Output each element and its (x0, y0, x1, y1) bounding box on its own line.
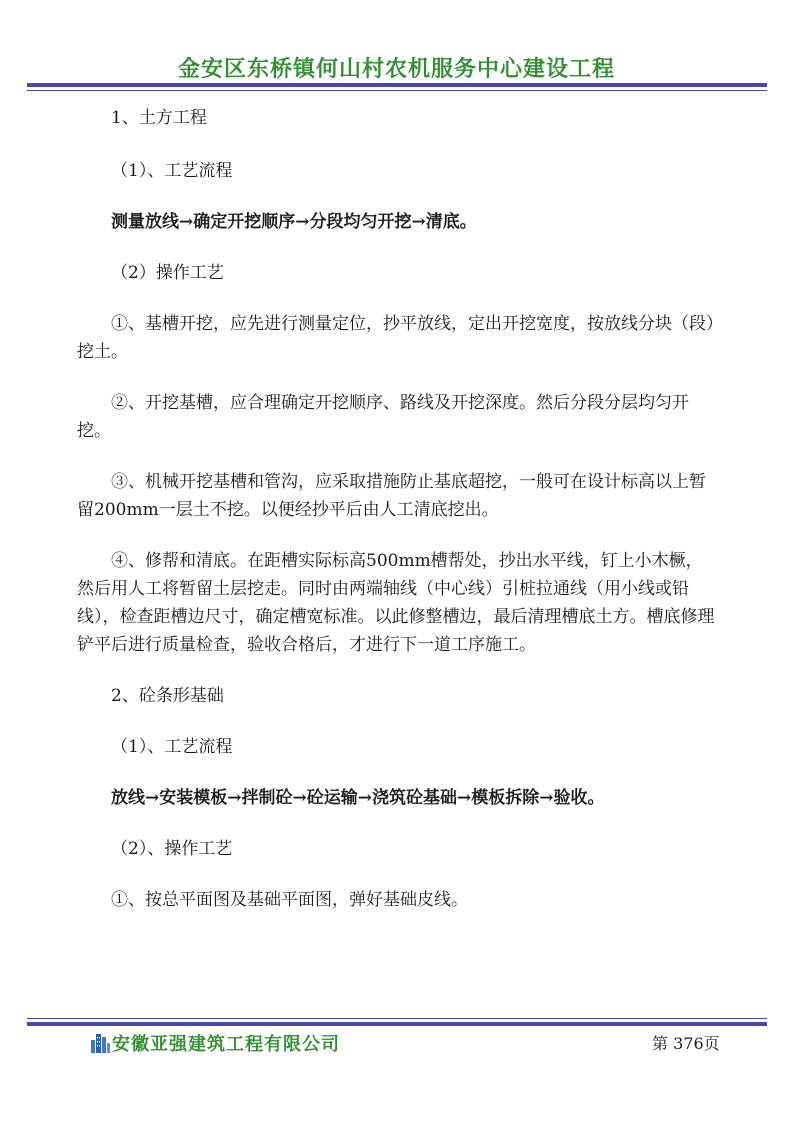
footer-rule-thin (27, 1018, 767, 1019)
paragraph-step-2: ②、开挖基槽，应合理确定开挖顺序、路线及开挖深度。然后分段分层均匀开挖。 (77, 393, 689, 441)
paragraph-step-3: ③、机械开挖基槽和管沟，应采取措施防止基底超挖，一般可在设计标高以上暂留200mm一层土不挖。以便经抄平后由人工清底挖出。 (77, 472, 706, 520)
document-title: 金安区东桥镇何山村农机服务中心建设工程 (177, 57, 615, 82)
subheading-operation-2: （2）、操作工艺 (111, 839, 233, 859)
page-number: 第 376页 (652, 1034, 720, 1053)
section-heading-earthwork: 1、土方工程 (111, 108, 207, 128)
section-heading-foundation: 2、砼条形基础 (111, 686, 224, 706)
footer-company-name: 安徽亚强建筑工程有限公司 (112, 1034, 340, 1055)
building-logo-icon (90, 1031, 110, 1053)
header-rule-thin (27, 90, 767, 91)
document-body (77, 104, 717, 914)
footer-rule-thick (27, 1022, 767, 1026)
process-flow-earthwork: 测量放线→确定开挖顺序→分段均匀开挖→清底。 (111, 212, 477, 232)
subheading-process-flow-2: （1）、工艺流程 (111, 737, 233, 757)
paragraph-step-4: ④、修帮和清底。在距槽实际标高500mm槽帮处，抄出水平线，钉上小木橛，然后用人工将暂留土层挖走。同时由两端轴线（中心线）引桩拉通线（用小线或铅线），检查距槽边尺寸，确定槽宽标准。以此修整槽边，最后清理槽底土方。槽底修理铲平后进行质量检查，验收合格后，才进行下一道工序施工。 (77, 551, 715, 655)
paragraph-step-1: ①、基槽开挖，应先进行测量定位，抄平放线，定出开挖宽度，按放线分块（段）挖土。 (77, 314, 715, 362)
header-rule-thick (27, 83, 767, 87)
process-flow-foundation: 放线→安装模板→拌制砼→砼运输→浇筑砼基础→模板拆除→验收。 (111, 788, 605, 808)
paragraph-foundation-step-1: ①、按总平面图及基础平面图，弹好基础皮线。 (111, 890, 468, 910)
subheading-process-flow: （1）、工艺流程 (111, 161, 233, 181)
subheading-operation: （2）操作工艺 (111, 263, 224, 283)
